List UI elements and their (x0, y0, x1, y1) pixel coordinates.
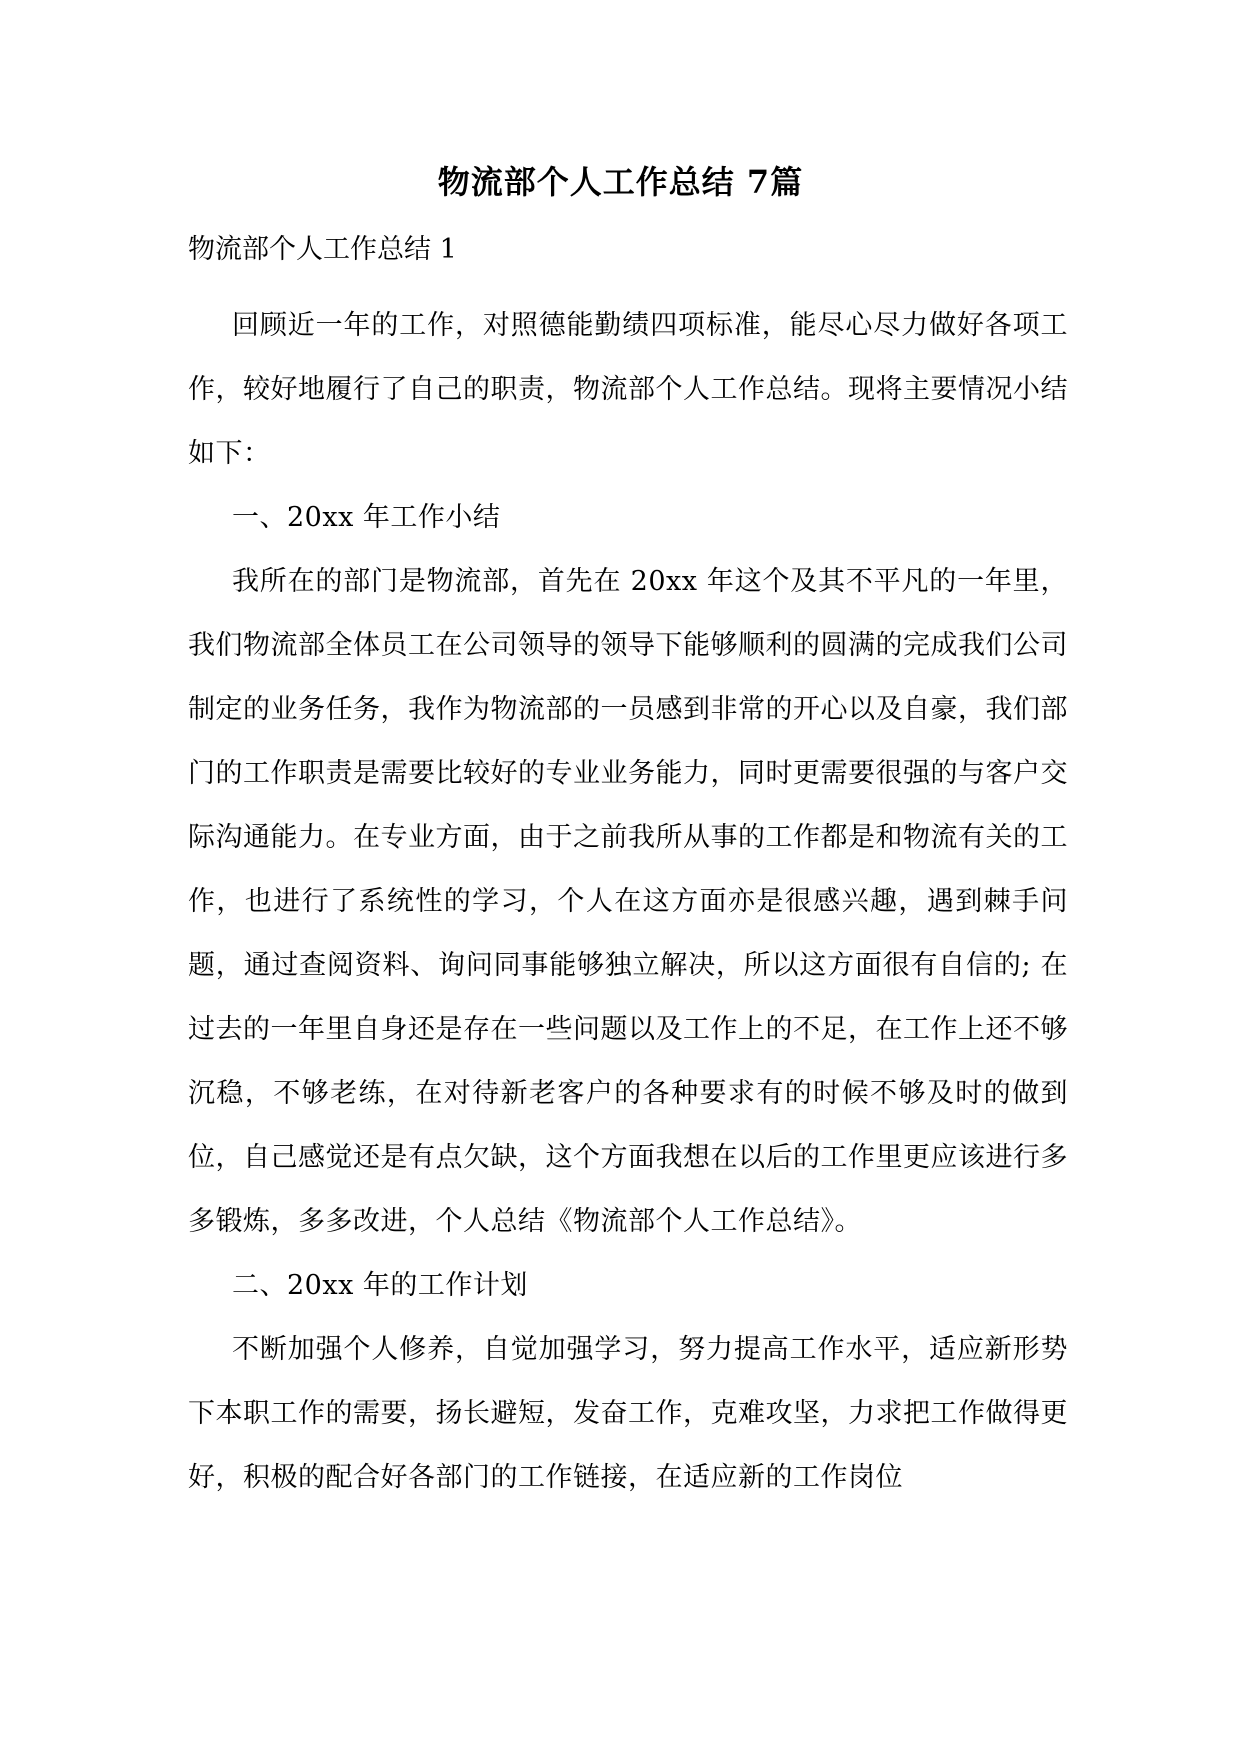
heading-year-plan: 二、20xx 年的工作计划 (232, 1270, 528, 1301)
heading-year-summary: 一、20xx 年工作小结 (232, 502, 501, 533)
document-body (188, 294, 1068, 1510)
paragraph-intro: 回顾近一年的工作，对照德能勤绩四项标准，能尽心尽力做好各项工作，较好地履行了自己的职责，物流部个人工作总结。现将主要情况小结如下： (188, 310, 1068, 469)
paragraph-plan: 不断加强个人修养，自觉加强学习，努力提高工作水平，适应新形势下本职工作的需要，扬长避短，发奋工作，克难攻坚，力求把工作做得更好，积极的配合好各部门的工作链接，在适应新的工作岗位 (188, 1334, 1068, 1493)
document-title: 物流部个人工作总结 7篇 (437, 163, 804, 201)
section-subtitle: 物流部个人工作总结 1 (188, 234, 457, 265)
paragraph-department-summary: 我所在的部门是物流部，首先在 20xx 年这个及其不平凡的一年里，我们物流部全体员工在公司领导的领导下能够顺利的圆满的完成我们公司制定的业务任务，我作为物流部的一员感到非常的开心以及自豪，我们部门的工作职责是需要比较好的专业业务能力，同时更需要很强的与客户交际沟通能力。在专业方面，由于之前我所从事的工作都是和物流有关的工作，也进行了系统性的学习，个人在这方面亦是很感兴趣，遇到棘手问题，通过查阅资料、询问同事能够独立解决，所以这方面很有自信的; 在过去的一年里自身还是存在一些问题以及工作上的不足，在工作上还不够沉稳，不够老练，在对待新老客户的各种要求有的时候不够及时的做到位，自己感觉还是有点欠缺，这个方面我想在以后的工作里更应该进行多多锻炼，多多改进，个人总结《物流部个人工作总结》。 (188, 566, 1068, 1237)
